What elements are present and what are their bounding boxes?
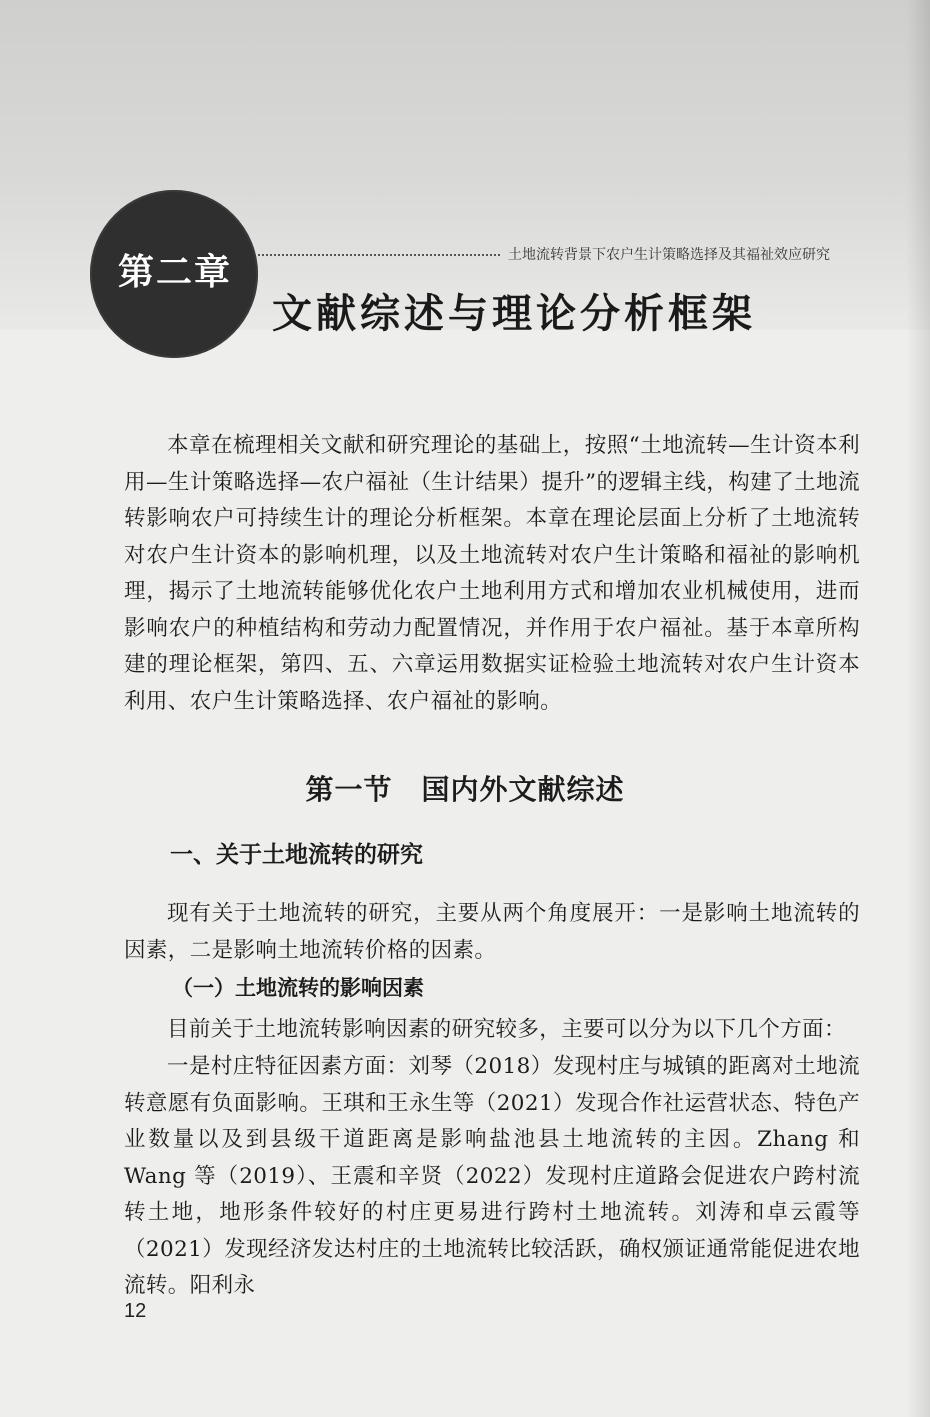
page-edge-shadow [906, 0, 930, 1417]
chapter-label: 第二章 [118, 252, 233, 293]
running-header: 土地流转背景下农户生计策略选择及其福祉效应研究 [508, 247, 830, 263]
subsection-title: 一、关于土地流转的研究 [170, 842, 423, 868]
body-paragraph-1: 现有关于土地流转的研究，主要从两个角度展开：一是影响土地流转的因素，二是影响土地流转价格的因素。 [124, 901, 860, 963]
page-number: 12 [124, 1300, 147, 1322]
body-paragraph-3: 一是村庄特征因素方面：刘琴（2018）发现村庄与城镇的距离对土地流转意愿有负面影响。王琪和王永生等（2021）发现合作社运营状态、特色产业数量以及到县级干道距离是影响盐池县土地流转的主因。Zhang 和 Wang 等（2019）、王震和辛贤（2022）发现村庄道路会促进农户跨村流转土地，地形条件较好的村庄更易进行跨村土地流转。刘涛和卓云霞等（2021）发现经济发达村庄的土地流转比较活跃，确权颁证通常能促进农地流转。阳利永 [124, 1054, 860, 1298]
section-title: 第一节 国内外文献综述 [305, 773, 625, 806]
header-dotted-rule [258, 254, 500, 256]
chapter-title: 文献综述与理论分析框架 [272, 291, 756, 337]
body-paragraph-2: 目前关于土地流转影响因素的研究较多，主要可以分为以下几个方面： [167, 1017, 846, 1042]
intro-paragraph: 本章在梳理相关文献和研究理论的基础上，按照“土地流转—生计资本利用—生计策略选择—农户福祉（生计结果）提升”的逻辑主线，构建了土地流转影响农户可持续生计的理论分析框架。本章在理论层面上分析了土地流转对农户生计资本的影响机理，以及土地流转对农户生计策略和福祉的影响机理，揭示了土地流转能够优化农户土地利用方式和增加农业机械使用，进而影响农户的种植结构和劳动力配置情况，并作用于农户福祉。基于本章所构建的理论框架，第四、五、六章运用数据实证检验土地流转对农户生计资本利用、农户生计策略选择、农户福祉的影响。 [124, 433, 860, 714]
subsubsection-title: （一）土地流转的影响因素 [172, 976, 424, 1000]
